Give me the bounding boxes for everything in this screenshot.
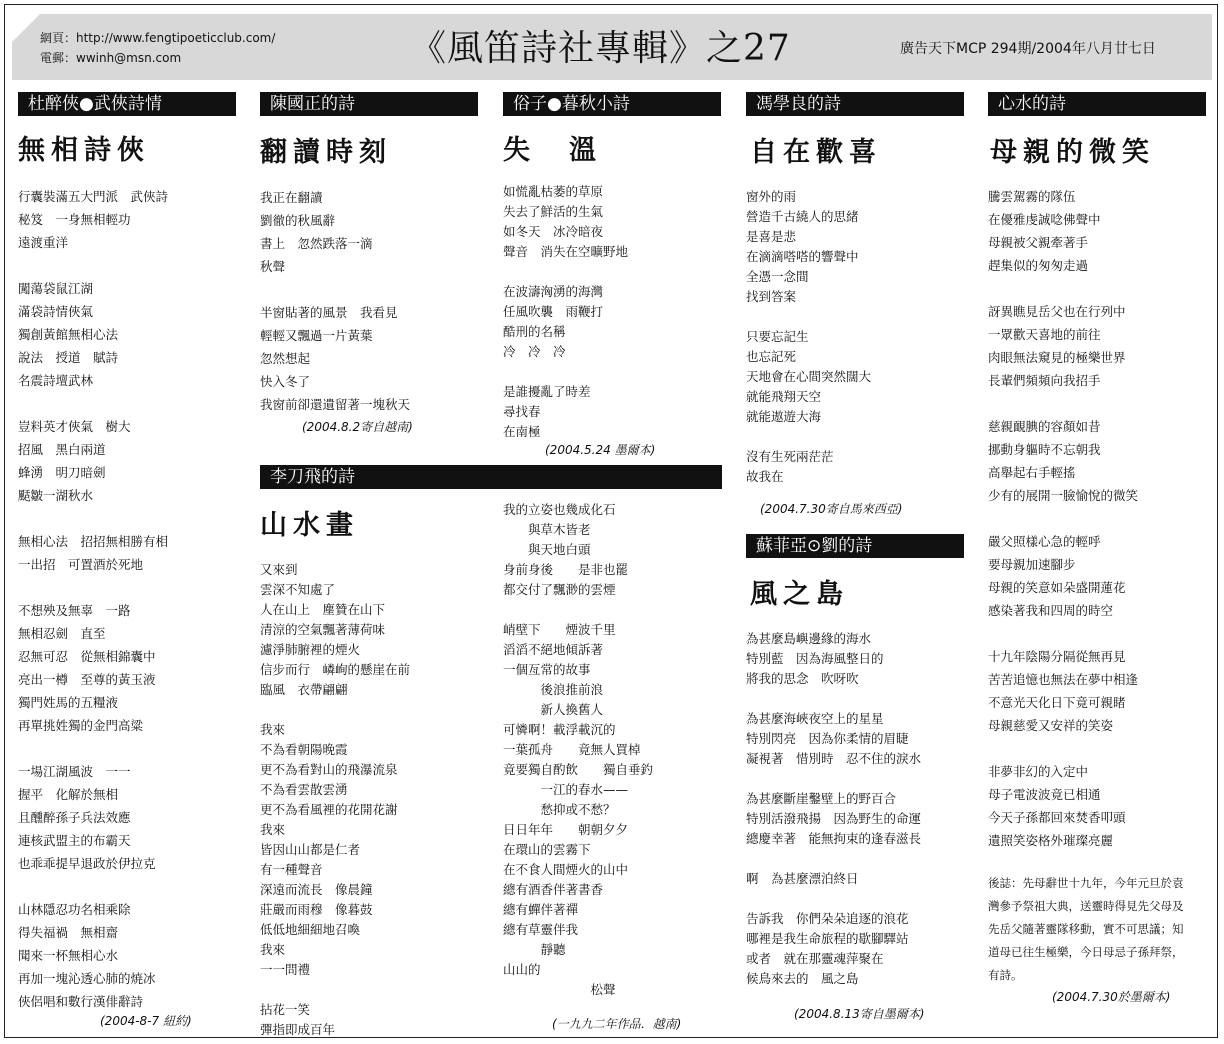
poem-line: 我正在翻讀 bbox=[260, 190, 323, 205]
poem-line: 身前身後 是非也罷 bbox=[503, 562, 629, 577]
poem-line: 聲音 消失在空曠野地 bbox=[503, 244, 629, 259]
poem-line: 獨門姓馬的五糧液 bbox=[18, 695, 119, 710]
poem-line: 非夢非幻的入定中 bbox=[988, 764, 1089, 779]
poem-line: 高舉起右手輕搖 bbox=[988, 465, 1076, 480]
col2a-header: 陳國正的詩 bbox=[260, 92, 478, 116]
col5-poem-title: 母親的微笑 bbox=[990, 137, 1155, 168]
poem-line: 趕集似的匆匆走過 bbox=[988, 258, 1089, 273]
col2b-header: 李刀飛的詩 bbox=[260, 465, 722, 489]
poem-line: 闖蕩袋鼠江湖 bbox=[18, 281, 94, 296]
poem-line: 感染著我和四周的時空 bbox=[988, 603, 1114, 618]
poem-line: 無相心法 招招無相勝有相 bbox=[18, 534, 169, 549]
poem-line: 騰雲駕霧的隊伍 bbox=[988, 189, 1076, 204]
poem-line: 為甚麼海峽夜空上的星星 bbox=[746, 711, 884, 726]
col3-poem-lines bbox=[503, 182, 628, 442]
poem-line: 苦苦追憶也無法在夢中相逢 bbox=[988, 672, 1139, 687]
poem-line: 深遠而流長 像晨鐘 bbox=[260, 882, 373, 897]
poem-line: 是喜是悲 bbox=[746, 229, 797, 244]
poem-line: 在南極 bbox=[503, 424, 541, 439]
poem-line: 肉眼無法窺見的極樂世界 bbox=[988, 350, 1126, 365]
poem-line: 且醺醉孫子兵法效應 bbox=[18, 810, 131, 825]
col3-header: 俗子●暮秋小詩 bbox=[503, 92, 721, 116]
poem-line: 我來 bbox=[260, 942, 286, 957]
poem-line: 失去了鮮活的生氣 bbox=[503, 204, 604, 219]
poem-line: 母子電波波竟已相通 bbox=[988, 787, 1101, 802]
poem-line: 秋聲 bbox=[260, 259, 286, 274]
poem-line: 我窗前卻還遺留著一塊秋天 bbox=[260, 397, 411, 412]
poem-line: 劉徹的秋風辭 bbox=[260, 213, 336, 228]
poem-line: 半窗貼著的風景 我看見 bbox=[260, 305, 398, 320]
poem-line: 獨創黃館無相心法 bbox=[18, 327, 119, 342]
poem-line: 又來到 bbox=[260, 562, 298, 577]
poem-line bbox=[260, 278, 410, 301]
poem-line: 十九年陰陽分隔從無再見 bbox=[988, 649, 1126, 664]
poem-line bbox=[746, 769, 921, 789]
poem-line: 凝視著 惜別時 忍不住的淚水 bbox=[746, 751, 922, 766]
col5-poem-lines bbox=[988, 185, 1138, 852]
poem-line bbox=[746, 689, 921, 709]
poem-line: 母親的笑意如朵盛開蓮花 bbox=[988, 580, 1126, 595]
poem-line bbox=[18, 507, 168, 530]
poem-line: 我來 bbox=[260, 722, 286, 737]
poem-line: 不為看雲散雲湧 bbox=[260, 782, 348, 797]
poem-line: 只要忘記生 bbox=[746, 329, 809, 344]
poem-line: 彈指即成百年 bbox=[260, 1022, 336, 1037]
poem-line: 說法 授道 賦詩 bbox=[18, 350, 119, 365]
poem-line: 臨風 衣帶翩翩 bbox=[260, 682, 348, 697]
poem-line: 就能遨遊大海 bbox=[746, 409, 822, 424]
email-text[interactable]: 電郵：wwinh@msn.com bbox=[40, 51, 182, 65]
poem-line: 長輩們頻頻向我招手 bbox=[988, 373, 1101, 388]
poem-line: 遺照笑姿格外璀璨亮麗 bbox=[988, 833, 1114, 848]
col5-signature: (2004.7.30於墨爾本) bbox=[1052, 990, 1171, 1004]
poem-line: 新人換舊人 bbox=[503, 702, 604, 717]
col1-header: 杜醉俠●武俠詩情 bbox=[18, 92, 236, 116]
poem-line: 少有的展開一臉愉悅的微笑 bbox=[988, 488, 1139, 503]
poem-line: 快入冬了 bbox=[260, 374, 311, 389]
poem-line: 書上 忽然跌落一滴 bbox=[260, 236, 373, 251]
poem-line: 母親慈愛又安祥的笑姿 bbox=[988, 718, 1114, 733]
poem-line bbox=[503, 262, 628, 282]
poem-line: 不為看朝陽晚霞 bbox=[260, 742, 348, 757]
poem-line: 山山的 bbox=[503, 962, 541, 977]
poem-line bbox=[503, 600, 653, 620]
poem-line: 一眾歡天喜地的前往 bbox=[988, 327, 1101, 342]
poem-line bbox=[18, 254, 168, 277]
poem-line: 要母親加速腳步 bbox=[988, 557, 1076, 572]
col2b-poem-title: 山水畫 bbox=[260, 510, 359, 541]
poem-line: 信步而行 嶙峋的懸崖在前 bbox=[260, 662, 411, 677]
poem-line bbox=[988, 507, 1138, 530]
poem-line: 特別活潑飛揚 因為野生的命運 bbox=[746, 811, 922, 826]
col3-continued-lines bbox=[503, 500, 653, 1000]
poem-line: 秘笈 一身無相輕功 bbox=[18, 212, 131, 227]
poem-line: 故我在 bbox=[746, 469, 784, 484]
col3-continued-signature: (一九九二年作品．越南) bbox=[552, 1017, 682, 1031]
poem-line: 全憑一念間 bbox=[746, 269, 809, 284]
col1-signature: (2004-8-7 紐約) bbox=[100, 1014, 192, 1028]
poem-line: 在滴滴嗒嗒的響聲中 bbox=[746, 249, 859, 264]
poem-line bbox=[18, 392, 168, 415]
page-title: 《風笛詩社專輯》之27 bbox=[410, 28, 791, 69]
poem-line bbox=[18, 576, 168, 599]
poem-line: 嚴父照樣心急的輕呼 bbox=[988, 534, 1101, 549]
poem-line: 如慌亂枯萎的草原 bbox=[503, 184, 604, 199]
poem-line bbox=[260, 980, 410, 1000]
poem-line: 如冬天 冰冷暗夜 bbox=[503, 224, 604, 239]
poem-line: 亮出一樽 至尊的黃玉液 bbox=[18, 672, 156, 687]
col2a-signature: (2004.8.2寄自越南) bbox=[302, 420, 413, 434]
poem-line: 莊嚴而雨穆 像暮鼓 bbox=[260, 902, 373, 917]
poem-line bbox=[260, 700, 410, 720]
poem-line: 不想殃及無辜 一路 bbox=[18, 603, 131, 618]
poem-line: 握平 化解於無相 bbox=[18, 787, 119, 802]
poem-line: 就能飛翔天空 bbox=[746, 389, 822, 404]
col5-header: 心水的詩 bbox=[988, 92, 1206, 116]
poem-line: 總有草靈伴我 bbox=[503, 922, 579, 937]
poem-line: 皆因山山都是仁者 bbox=[260, 842, 361, 857]
poem-line: 低低地細細地召喚 bbox=[260, 922, 361, 937]
poem-line bbox=[988, 737, 1138, 760]
poem-line: 營造千古繞人的思緒 bbox=[746, 209, 859, 224]
poem-line: 靜聽 bbox=[503, 942, 566, 957]
poem-line bbox=[988, 277, 1138, 300]
poem-line: 將我的思念 吹呀吹 bbox=[746, 671, 859, 686]
poem-line: 聞來一杯無相心水 bbox=[18, 948, 119, 963]
poem-line: 名震詩壇武林 bbox=[18, 373, 94, 388]
poem-line: 後浪推前浪 bbox=[503, 682, 604, 697]
poem-line: 拈花一笑 bbox=[260, 1002, 311, 1017]
poem-line: 沒有生死兩茫茫 bbox=[746, 449, 834, 464]
col4a-signature: (2004.7.30寄自馬來西亞) bbox=[760, 502, 903, 516]
col1-poem-title: 無相詩俠 bbox=[18, 135, 150, 166]
poem-line: 一場江湖風波 一一 bbox=[18, 764, 131, 779]
poem-line: 今天子孫都回來焚香叩頭 bbox=[988, 810, 1126, 825]
col4a-poem-lines bbox=[746, 187, 871, 487]
poem-line: 都交付了飄渺的雲煙 bbox=[503, 582, 616, 597]
website-text[interactable]: 網頁：http://www.fengtipoeticclub.com/ bbox=[40, 31, 276, 45]
poem-line: 滿袋詩情俠氣 bbox=[18, 304, 94, 319]
poem-line: 在波濤洶湧的海灣 bbox=[503, 284, 604, 299]
col1-poem-lines bbox=[18, 185, 168, 1013]
poem-line: 尋找春 bbox=[503, 404, 541, 419]
poem-line: 豈料英才俠氣 樹大 bbox=[18, 419, 131, 434]
poem-line: 我的立姿也幾成化石 bbox=[503, 502, 616, 517]
poem-line: 濾淨肺腑裡的煙火 bbox=[260, 642, 361, 657]
poem-line: 一個亙常的故事 bbox=[503, 662, 591, 677]
poem-line: 訝異瞧見岳父也在行列中 bbox=[988, 304, 1126, 319]
poem-line: 颳皺一湖秋水 bbox=[18, 488, 94, 503]
poem-line: 行囊裝滿五大門派 武俠詩 bbox=[18, 189, 169, 204]
poem-line: 總慶幸著 能無拘束的逢春滋長 bbox=[746, 831, 922, 846]
poem-line: 總有蟬伴著禪 bbox=[503, 902, 579, 917]
poem-line bbox=[746, 307, 871, 327]
poem-line: 挪動身軀時不忘朝我 bbox=[988, 442, 1101, 457]
poem-line: 一出招 可置酒於死地 bbox=[18, 557, 144, 572]
col2b-poem-lines bbox=[260, 560, 410, 1040]
poem-line: 日日年年 朝朝夕夕 bbox=[503, 822, 629, 837]
poem-line: 招風 黑白兩道 bbox=[18, 442, 106, 457]
poem-line: 不意光天化日下竟可親睹 bbox=[988, 695, 1126, 710]
col2a-poem-title: 翻讀時刻 bbox=[260, 137, 392, 168]
poem-line: 更不為看風裡的花開花謝 bbox=[260, 802, 398, 817]
col2a-poem-lines bbox=[260, 186, 410, 416]
poem-line: 為甚麼島嶼邊緣的海水 bbox=[746, 631, 872, 646]
poem-line: 或者 就在那靈魂萍聚在 bbox=[746, 951, 884, 966]
poem-line: 松聲 bbox=[503, 982, 616, 997]
poem-line: 也忘記死 bbox=[746, 349, 797, 364]
poem-line: 找到答案 bbox=[746, 289, 797, 304]
poem-line bbox=[503, 362, 628, 382]
poem-line: 啊 為甚麼漂泊終日 bbox=[746, 871, 859, 886]
col3-signature: (2004.5.24 墨爾本) bbox=[545, 443, 656, 457]
poem-line: 連核武盟主的布霸天 bbox=[18, 833, 131, 848]
poem-line: 冷 冷 冷 bbox=[503, 344, 566, 359]
poem-line: 再單挑姓獨的金門高粱 bbox=[18, 718, 144, 733]
issue-info: 廣告天下MCP 294期/2004年八月廿七日 bbox=[900, 41, 1156, 57]
poem-line: 在環山的雲霧下 bbox=[503, 842, 591, 857]
poem-line: 忽然想起 bbox=[260, 351, 311, 366]
poem-line bbox=[746, 427, 871, 447]
poem-line: 無相忍劍 直至 bbox=[18, 626, 106, 641]
poem-line: 忍無可忍 從無相錦囊中 bbox=[18, 649, 156, 664]
poem-line: 我來 bbox=[260, 822, 286, 837]
poem-line: 酷刑的名稱 bbox=[503, 324, 566, 339]
poem-line: 母親被父親牽著手 bbox=[988, 235, 1089, 250]
poem-line: 為甚麼斷崖鑿壁上的野百合 bbox=[746, 791, 897, 806]
poem-line: 與草木皆老 bbox=[503, 522, 591, 537]
poem-line: 可憐啊！載浮載沉的 bbox=[503, 722, 616, 737]
poem-line: 天地會在心間突然闊大 bbox=[746, 369, 872, 384]
poem-line: 雲深不知處了 bbox=[260, 582, 336, 597]
poem-line: 一葉孤舟 竟無人買棹 bbox=[503, 742, 641, 757]
poem-line: 再加一塊沁透心肺的焼冰 bbox=[18, 971, 156, 986]
poem-line: 一江的春水—— bbox=[503, 782, 629, 797]
poem-line: 慈親靦腆的容顏如昔 bbox=[988, 419, 1101, 434]
col4a-header: 馮學良的詩 bbox=[746, 92, 964, 116]
col4b-poem-lines bbox=[746, 629, 921, 989]
poem-line: 是誰擾亂了時差 bbox=[503, 384, 591, 399]
poem-line: 哪裡是我生命旅程的歇腳驛站 bbox=[746, 931, 909, 946]
poem-line: 一一問禮 bbox=[260, 962, 311, 977]
poem-line: 滔滔不絕地傾訴著 bbox=[503, 642, 604, 657]
poem-line: 峭壁下 煙波千里 bbox=[503, 622, 616, 637]
poem-line: 蜂湧 明刀暗劍 bbox=[18, 465, 106, 480]
col4b-header: 蘇菲亞⊙劉的詩 bbox=[746, 534, 964, 558]
poem-line: 特別藍 因為海風整日的 bbox=[746, 651, 884, 666]
poem-line: 告訴我 你們朵朵追逐的浪花 bbox=[746, 911, 909, 926]
poem-line: 愁抑或不愁？ bbox=[503, 802, 616, 817]
poem-line: 俠侶唱和數行漢俳辭詩 bbox=[18, 994, 144, 1009]
poem-line: 窗外的雨 bbox=[746, 189, 797, 204]
col4b-poem-title: 風之島 bbox=[750, 579, 849, 610]
poem-line: 在不食人間煙火的山中 bbox=[503, 862, 629, 877]
col5-postscript: 後誌：先母辭世十九年，今年元旦於袁灣參予祭祖大典，送靈時得見先父母及先岳父隨著靈隊移動，實不可思議；知道母已往生極樂，今日母忌子孫拜祭，有詩。 bbox=[988, 876, 1184, 982]
poem-line bbox=[18, 875, 168, 898]
poem-line: 輕輕又飄過一片黃葉 bbox=[260, 328, 373, 343]
poem-line: 清涼的空氣飄著薄荷味 bbox=[260, 622, 386, 637]
contact-info bbox=[40, 28, 275, 68]
poem-line: 人在山上 塵贊在山下 bbox=[260, 602, 386, 617]
poem-line: 竟要獨自酌飲 獨自垂釣 bbox=[503, 762, 654, 777]
poem-line: 遠渡重洋 bbox=[18, 235, 69, 250]
poem-line: 也乖乖提早退政於伊拉克 bbox=[18, 856, 156, 871]
poem-line: 得失福禍 無相齋 bbox=[18, 925, 119, 940]
col4b-signature: (2004.8.13寄自墨爾本) bbox=[794, 1007, 925, 1021]
poem-line: 總有酒香伴著書香 bbox=[503, 882, 604, 897]
poem-line bbox=[746, 849, 921, 869]
col3-poem-title: 失 溫 bbox=[503, 135, 602, 166]
poem-line: 山林隱忍功名相乘除 bbox=[18, 902, 131, 917]
poem-line bbox=[988, 392, 1138, 415]
poem-line bbox=[988, 622, 1138, 645]
poem-line: 有一種聲音 bbox=[260, 862, 323, 877]
poem-line: 更不為看對山的飛瀑流泉 bbox=[260, 762, 398, 777]
poem-line bbox=[18, 737, 168, 760]
poem-line: 候鳥來去的 風之島 bbox=[746, 971, 859, 986]
poem-line: 任風吹襲 雨鞭打 bbox=[503, 304, 604, 319]
poem-line: 特別閃亮 因為你柔情的眉睫 bbox=[746, 731, 909, 746]
poem-line bbox=[746, 889, 921, 909]
poem-line: 與天地白頭 bbox=[503, 542, 591, 557]
poem-line: 在優雅虔誠唸佛聲中 bbox=[988, 212, 1101, 227]
col4a-poem-title: 自在歡喜 bbox=[750, 137, 882, 168]
